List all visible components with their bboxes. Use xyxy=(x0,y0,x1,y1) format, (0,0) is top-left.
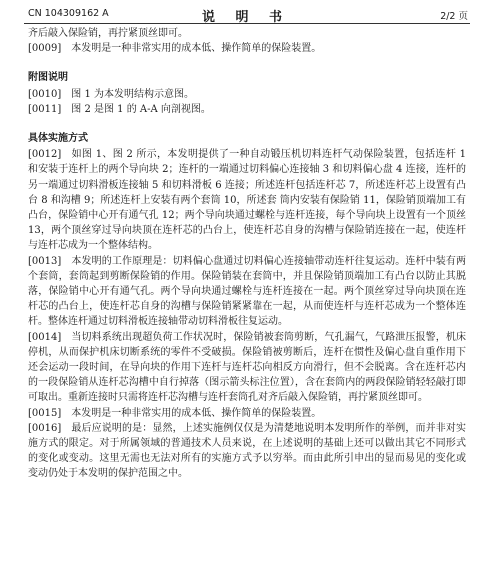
paragraph-text: 本发明的工作原理是：切料偏心盘通过切料偏心连接轴带动连杆往复运动。连杆中装有两个套筒，套筒起到剪断保险销的作用。保险销装在套筒中，并且保险销顶端加工有凸台以防止其脱落，保险销中心开有通气孔。两个导向块通过螺栓与连杆连接在一起。两个顶丝穿过导向块顶在连杆芯的凸台上，使连杆芯自身的沟槽与保险销紧紧靠在一起，从而使连杆与连杆芯成为一个整体连杆。整体连杆通过切料滑板连接轴带动切料滑板往复运动。 xyxy=(28,255,466,328)
intro-continuation: 齐后敲入保险销，再拧紧顶丝即可。 xyxy=(28,28,188,39)
paragraph-0015 xyxy=(28,406,466,421)
page-number: 2/2 页 xyxy=(440,11,468,22)
paragraph-number: [0015] xyxy=(28,407,62,419)
paragraph-text: 当切料系统出现超负荷工作状况时，保险销被套筒剪断，气孔漏气，气路泄压报警，机床停机，从而保护机床切断系统的零件不受破损。保险销被剪断后，连杆在惯性及偏心盘自重作用下还会运动一段时间，在导向块的作用下连杆与连杆芯向相反方向滑行，但不会脱离。含在连杆芯内的一段保险销从连杆芯沟槽中自行掉落（图示箭头标注位置），含在套筒内的两段保险销轻轻敲打即可取出。重新连接时只需将连杆芯沟槽与连杆套筒孔对齐后敲入保险销，再拧紧顶丝即可。 xyxy=(28,331,466,404)
section-heading-drawings: 附图说明 xyxy=(28,72,68,84)
paragraph-0013 xyxy=(28,254,466,330)
paragraph-0012 xyxy=(28,147,466,253)
paragraph-number: [0013] xyxy=(28,255,62,267)
paragraph-text: 本发明是一种非常实用的成本低、操作简单的保险装置。 xyxy=(71,43,322,55)
paragraph-0009 xyxy=(28,41,466,56)
paragraph-number: [0012] xyxy=(28,149,62,161)
paragraph-text: 最后应说明的是：显然，上述实施例仅仅是为清楚地说明本发明所作的举例，而并非对实施方式的限定。对于所属领域的普通技术人员来说，在上述说明的基础上还可以做出其它不同形式的变化或变动。这里无需也无法对所有的实施方式予以穷举。而由此所引申出的显而易见的变化或变动仍处于本发明的保护范围之中。 xyxy=(28,422,466,480)
paragraph-0016 xyxy=(28,421,466,482)
paragraph-text: 如图 1、图 2 所示，本发明提供了一种自动锻压机切料连杆气动保险装置，包括连杆 1 和安装于连杆上的两个导向块 2；连杆的一端通过切料偏心连接轴 3 和切料偏心盘 4 连接，连杆的另一端通过切料滑板连接轴 5 和切料滑板 6 连接；所述连杆包括连杆芯 7，所述连杆芯上设置有凸台 8 和沟槽 9；所述连杆上安装有两个套筒 10，所述套 筒内安装有保险销 11，保险销顶端加工有凸台，保险销中心开有通气孔 12；两个导向块通过螺栓与连杆连接，每个导向块上设置有一个顶丝 13，两个顶丝穿过导向块顶在连杆芯的凸台上，使连杆芯自身的沟槽与保险销连接在一起，使连杆与连杆芯成为一个整体结构。 xyxy=(28,149,466,252)
paragraph-text: 图 1 为本发明结构示意图。 xyxy=(71,88,194,100)
paragraph-text: 本发明是一种非常实用的成本低、操作简单的保险装置。 xyxy=(71,407,322,419)
paragraph-number: [0016] xyxy=(28,422,62,434)
paragraph-number: [0009] xyxy=(28,43,62,55)
paragraph-number: [0010] xyxy=(28,88,62,100)
document-body xyxy=(28,26,466,482)
paragraph-text: 图 2 是图 1 的 A-A 向剖视图。 xyxy=(71,103,211,115)
paragraph-number: [0011] xyxy=(28,103,62,115)
paragraph-0010 xyxy=(28,87,466,102)
paragraph-number: [0014] xyxy=(28,331,62,343)
paragraph-0014 xyxy=(28,330,466,406)
section-heading-embodiment: 具体实施方式 xyxy=(28,133,88,145)
patent-number: CN 104309162 A xyxy=(28,8,109,19)
document-title: 说 明 书 xyxy=(201,10,291,25)
header-rule xyxy=(24,23,470,24)
paragraph-0011 xyxy=(28,102,466,117)
page-header xyxy=(12,6,480,25)
